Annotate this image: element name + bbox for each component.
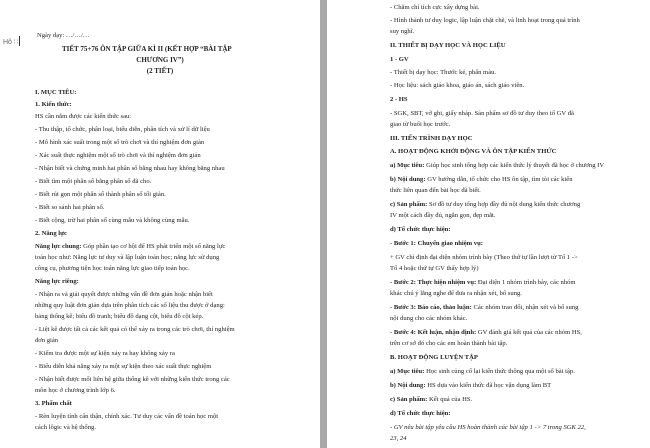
activity-b-organization[interactable]: d) Tổ chức thực hiện: (390, 410, 451, 417)
body-line[interactable]: - Chăm chỉ tích cực xây dựng bài. (390, 4, 480, 11)
label-goal: a) Mục tiêu: (390, 162, 425, 169)
specific-competence-heading[interactable]: Năng lực riêng: (35, 278, 79, 285)
competence-heading[interactable]: 2. Năng lực (35, 230, 67, 237)
step4-line-cont[interactable]: trên cơ sở đó cho các em hoàn thành bài tập. (390, 340, 508, 347)
specific-competence-line[interactable]: môn học ở chương trình lớp 6. (35, 387, 116, 394)
activity-b-product[interactable] (390, 394, 472, 405)
quality-heading[interactable]: 3. Phẩm chất (35, 400, 72, 407)
section-objectives-heading[interactable]: I. MỤC TIÊU: (35, 89, 77, 96)
step4-label: - Bước 4: Kết luận, nhận định: (390, 329, 477, 336)
student-line[interactable]: - SGK, SBT, vở ghi, giấy nháp. Sản phẩm sơ đồ tư duy theo tổ GV đã (390, 110, 574, 117)
general-competence-text: Góp phần tạo cơ hội để HS phát triển một số năng lực (81, 243, 226, 250)
label-product: c) Sản phẩm: (390, 396, 428, 403)
knowledge-item[interactable]: - Biết cộng, trừ hai phân số cùng mẫu và không cùng mẫu. (35, 217, 190, 224)
step4-text: GV đánh giá kết quả của các nhóm HS, (476, 329, 582, 336)
date-line[interactable]: Ngày dạy: …/…/… (37, 32, 90, 39)
goal-text: Giúp học sinh tổng hợp các kiến thức lý thuyết đã học ở chương IV (424, 162, 605, 169)
activity-b-content[interactable] (390, 380, 551, 391)
general-competence-line[interactable]: toán học như: Năng lực tư duy và lập luận toán học; năng lực sử dụng (35, 254, 220, 261)
student-heading[interactable]: 2 - HS (390, 96, 408, 103)
document-page-left (0, 0, 320, 448)
general-competence-label: Năng lực chung: (35, 243, 82, 250)
step3-line[interactable] (390, 302, 578, 313)
step2-line-cont[interactable]: khác chú ý lắng nghe để đưa ra nhận xét, bổ sung. (390, 290, 522, 297)
body-line[interactable]: - Hình thành tư duy logic, lập luận chặt chẽ, và linh hoạt trong quá trình (390, 17, 580, 24)
step3-label: - Bước 3: Báo cáo, thảo luận: (390, 304, 472, 311)
specific-competence-line[interactable]: đơn giản (35, 337, 59, 344)
teacher-heading[interactable]: 1 - GV (390, 56, 409, 63)
specific-competence-line[interactable]: - Kiểm tra được một sự kiện xảy ra hay không xảy ra (35, 350, 175, 357)
activity-a-product[interactable] (390, 199, 580, 210)
knowledge-heading[interactable]: 1. Kiến thức: (35, 101, 72, 108)
text-cursor (19, 36, 20, 46)
general-competence-line[interactable] (35, 241, 225, 252)
quality-line[interactable]: cách lôgic và hệ thống. (35, 424, 96, 431)
step3-line-cont[interactable]: nội dung cho các nhóm khác. (390, 315, 468, 322)
heading-style-marker: Hô ∷ (3, 39, 19, 46)
knowledge-item[interactable]: - Biết so sánh hai phân số. (35, 204, 105, 211)
body-line[interactable]: suy nghĩ. (390, 28, 415, 35)
lesson-title-line1[interactable]: TIẾT 75+76 ÔN TẬP GIỮA KÌ II (KẾT HỢP “BÀI TẬP (62, 45, 232, 53)
product-text: Kết quả của HS. (427, 396, 473, 403)
product-text: Sơ đồ tư duy tổng hợp đầy đủ nội dung kiến thức chương (427, 201, 581, 208)
content-text: GV hướng dẫn, tổ chức cho HS ôn tập, tìm tòi các kiến (425, 176, 573, 183)
content-text: HS dựa vào kiến thức đã học vận dụng làm BT (425, 382, 552, 389)
specific-competence-line[interactable]: - Nhận ra và giải quyết được những vấn đề đơn giản hoặc nhận biết (35, 291, 213, 298)
section-equipment-heading[interactable]: II. THIẾT BỊ DẠY HỌC VÀ HỌC LIỆU (390, 42, 506, 49)
goal-text: Học sinh củng cố lại kiến thức thông qua một số bài tập. (424, 368, 575, 375)
label-content: b) Nội dung: (390, 382, 426, 389)
label-product: c) Sản phẩm: (390, 201, 428, 208)
lesson-title-line3[interactable]: (2 TIẾT) (146, 67, 174, 75)
activity-a-content[interactable] (390, 174, 573, 185)
specific-competence-line[interactable]: - Biểu diễn khả năng xảy ra một sự kiện theo xác suất thực nghiệm (35, 363, 212, 370)
knowledge-intro[interactable]: HS cần nắm được các kiến thức sau: (35, 113, 132, 120)
activity-a-heading[interactable]: A. HOẠT ĐỘNG KHỞI ĐỘNG VÀ ÔN TẬP KIẾN THỨC (390, 148, 557, 155)
specific-competence-line[interactable]: bảng thống kê; biểu đồ tranh; biểu đồ dạng cột, biểu đồ cột kép. (35, 313, 204, 320)
student-line[interactable]: giao từ buổi học trước. (390, 121, 451, 128)
knowledge-item[interactable]: - Biết rút gọn một phân số thành phân số tối giản. (35, 191, 166, 198)
general-competence-line[interactable]: công cụ, phương tiện học toán năng lực giao tiếp toán học. (35, 265, 190, 272)
specific-competence-line[interactable]: - Liệt kê được tất cả các kết quả có thể xảy ra trong các trò chơi, thí nghiệm (35, 326, 235, 333)
knowledge-item[interactable]: - Mô hình xác suất trong một số trò chơi và thí nghiệm đơn giản (35, 139, 205, 146)
step1-line[interactable]: Tổ 4 hoặc thứ tự GV thấy hợp lý) (390, 265, 479, 272)
knowledge-item[interactable]: - Xác suất thực nghiệm một số trò chơi và thí nghiệm đơn giản (35, 152, 201, 159)
teacher-line[interactable]: - Thiết bị dạy học: Thước kẻ, phấn màu. (390, 69, 497, 76)
document-page-right (327, 0, 650, 448)
step1-line[interactable]: + GV chỉ định đại diện nhóm trình bày (Theo thứ tự lần lượt từ Tổ 1 -> (390, 254, 578, 261)
teacher-line[interactable]: - Học liệu: sách giáo khoa, giáo án, sách giáo viên. (390, 82, 525, 89)
activity-b-goal[interactable] (390, 366, 575, 377)
specific-competence-line[interactable]: - Nhận biết được mối liên hệ giữa thống kê với những kiến thức trong các (35, 376, 230, 383)
quality-line[interactable]: - Rèn luyện tính cẩn thận, chính xác. Tư duy các vấn đề toán học một (35, 413, 219, 420)
knowledge-item[interactable]: - Nhận biết và chứng minh hai phân số bằng nhau hay không bằng nhau (35, 165, 225, 172)
label-goal: a) Mục tiêu: (390, 368, 425, 375)
activity-a-content-cont[interactable]: thức liên quan đến bài học đã biết. (390, 187, 481, 194)
step4-line[interactable] (390, 327, 582, 338)
activity-a-product-cont[interactable]: IV một cách đầy đủ, ngắn gọn, đẹp mắt. (390, 212, 496, 219)
knowledge-item[interactable]: - Biết tìm một phân số bằng phân số đã cho. (35, 178, 152, 185)
lesson-title-line2[interactable]: CHƯƠNG IV”) (136, 56, 184, 64)
activity-a-goal[interactable] (390, 160, 604, 171)
step2-line[interactable] (390, 277, 576, 288)
activity-b-task-cont[interactable]: 23, 24 (390, 435, 407, 442)
step3-text: Các nhóm trao đổi, nhận xét và bổ sung (471, 304, 579, 311)
section-process-heading[interactable]: III. TIẾN TRÌNH DẠY HỌC (390, 135, 473, 142)
specific-competence-line[interactable]: những quy luật đơn giản dựa trên phân tích các số liệu thu được ở dạng: (35, 302, 225, 309)
knowledge-item[interactable]: - Thu thập, tổ chức, phân loại, biểu diễn, phân tích và xử lí dữ liệu (35, 126, 210, 133)
step2-text: Đại diện 1 nhóm trình bày, các nhóm (476, 279, 576, 286)
step1-heading[interactable]: - Bước 1: Chuyển giao nhiệm vụ: (390, 240, 483, 247)
activity-b-heading[interactable]: B. HOẠT ĐỘNG LUYỆN TẬP (390, 354, 478, 361)
activity-b-task[interactable]: - GV nêu bài tập yêu cầu HS hoàn thành các bài tập 1 -> 7 trong SGK 22, (390, 424, 586, 431)
label-content: b) Nội dung: (390, 176, 426, 183)
step2-label: - Bước 2: Thực hiện nhiệm vụ: (390, 279, 477, 286)
activity-a-organization[interactable]: d) Tổ chức thực hiện: (390, 226, 451, 233)
